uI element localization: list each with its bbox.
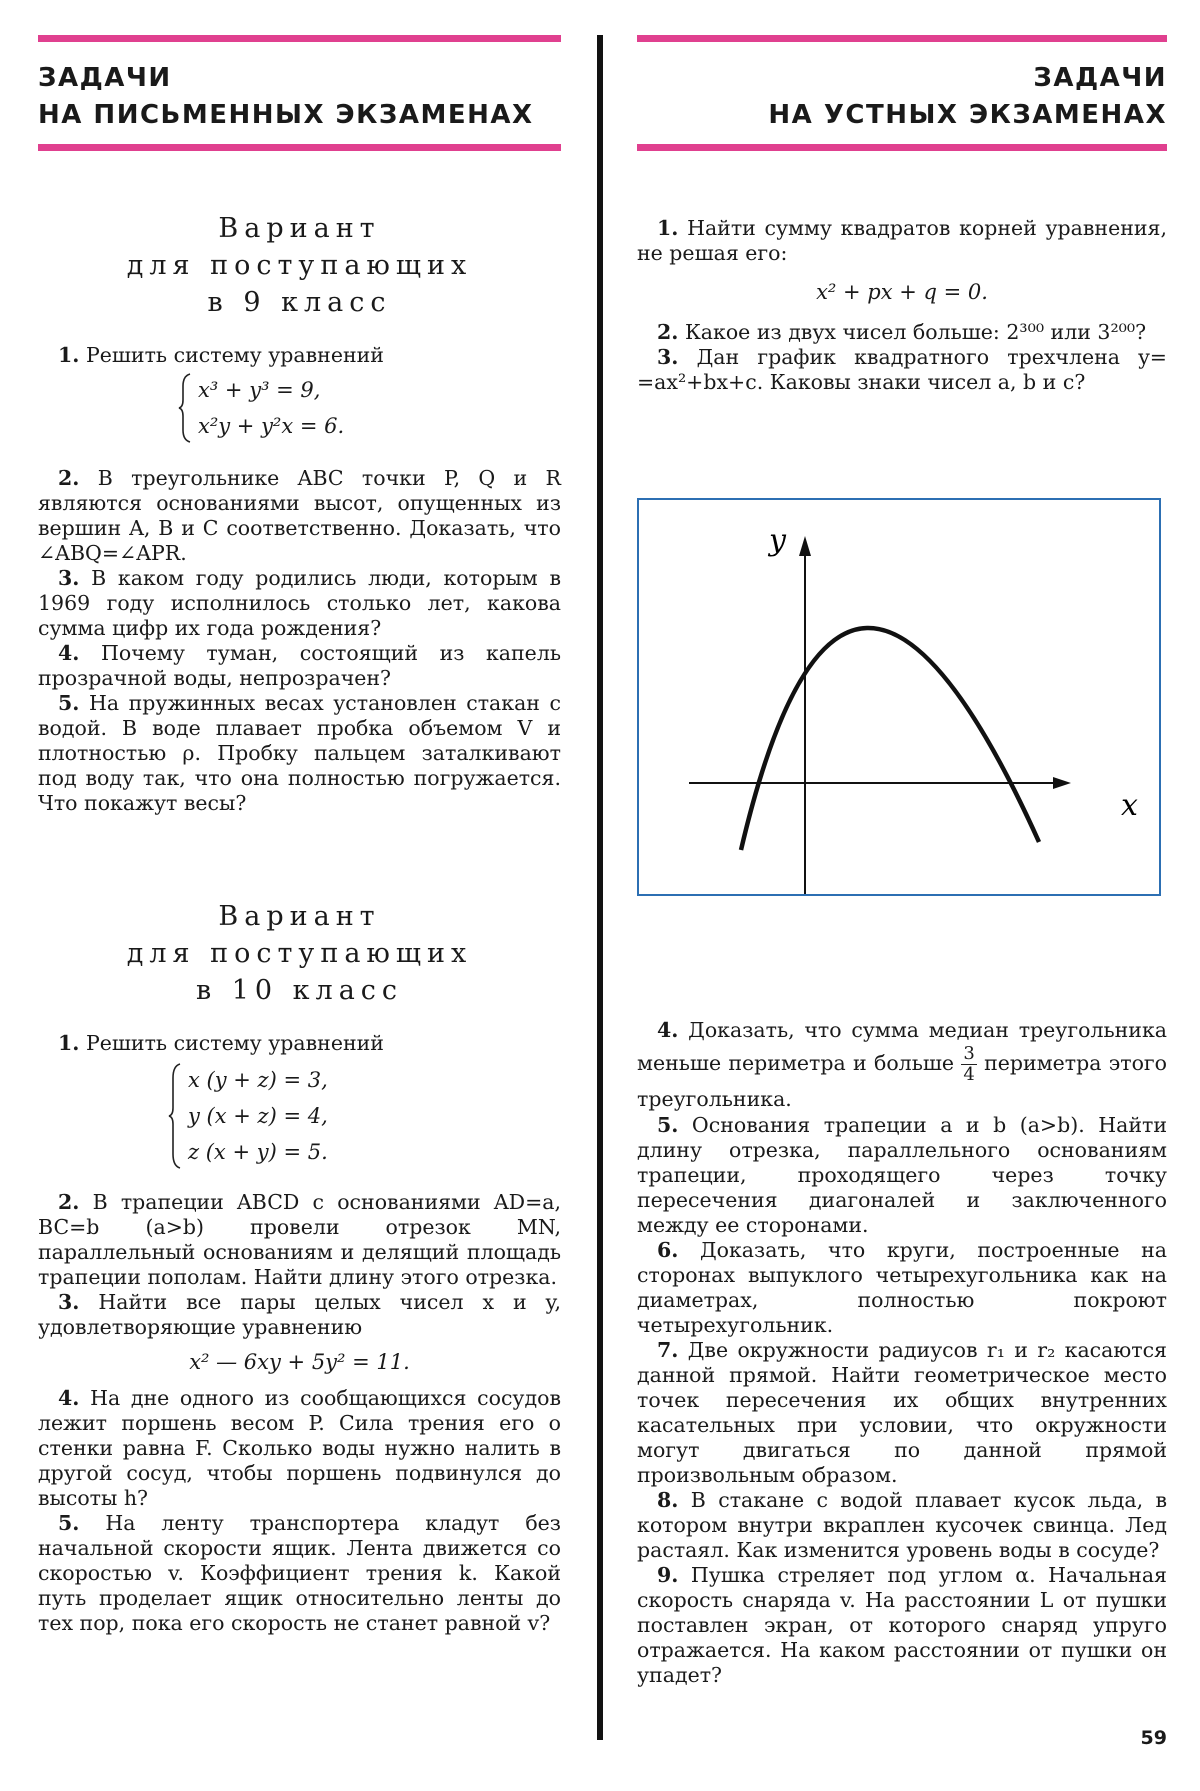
equation-system: x (y + z) = 3, y (x + z) = 4, z (x + y) = 5. (188, 1062, 561, 1170)
section-title: ЗАДАЧИ НА УСТНЫХ ЭКЗАМЕНАХ (768, 63, 1167, 130)
task-2: 2. Какое из двух чисел больше: 2³⁰⁰ или 3²⁰⁰? (657, 320, 1147, 344)
task-3: 3. В каком году родились люди, которым в 1969 году исполнилось столько лет, какова сумма цифр их года рождения? (38, 566, 561, 640)
task-2: 2. В трапеции ABCD с основаниями AD=a, BC=b (a>b) провели отрезок MN, параллельный основаниям и делящий площадь трапеции пополам. Найти длину этого отрезка. (38, 1190, 561, 1289)
task-1: 1. Решить систему уравнений (58, 343, 384, 367)
header-rule-bottom (38, 144, 561, 151)
parabola-figure (639, 500, 1159, 894)
task-5: 5. На пружинных весах установлен стакан с водой. В воде плавает пробка объемом V и плотностью ρ. Пробку пальцем заталкивают под воду так, что она полностью погружается. Что покажут весы? (38, 691, 561, 815)
equation: x² — 6xy + 5y² = 11. (189, 1350, 410, 1374)
task-5: 5. На ленту транспортера кладут без начальной скорости ящик. Лента движется со скоростью v. Коэффициент трения k. Какой путь проделает ящик относительно ленты до тех пор, пока его скорость не станет равной v? (38, 1511, 561, 1635)
task-6: 6. Доказать, что круги, построенные на сторонах выпуклого четырехугольника как на диаметрах, полностью покроют четырехугольник. (637, 1238, 1167, 1337)
task-9: 9. Пушка стреляет под углом α. Начальная скорость снаряда v. На расстоянии L от пушки поставлен экран, от которого снаряд упруго отражается. На каком расстоянии от пушки он упадет? (637, 1563, 1167, 1687)
variant-10 (38, 898, 561, 1636)
equation: x² + px + q = 0. (816, 280, 988, 304)
oral-exams-header (637, 35, 1167, 151)
header-rule-top (637, 35, 1167, 42)
task-2: 2. В треугольнике ABC точки P, Q и R являются основаниями высот, опущенных из вершин A, B и C соответственно. Доказать, что ∠ABQ=∠APR. (38, 466, 561, 565)
oral-tasks-bottom (637, 1016, 1167, 1688)
parabola-graph (637, 498, 1161, 896)
variant-heading: Вариант для поступающих в 10 класс (126, 901, 473, 1006)
y-axis-arrow-icon (799, 536, 811, 556)
header-rule-bottom (637, 144, 1167, 151)
header-rule-top (38, 35, 561, 42)
task-1: 1. Найти сумму квадратов корней уравнения, не решая его: (637, 216, 1167, 265)
task-4: 4. На дне одного из сообщающихся сосудов лежит поршень весом P. Сила трения его о стенки равна F. Сколько воды нужно налить в другой сосуд, чтобы поршень подвинулся до высоты h? (38, 1386, 561, 1510)
brace-icon (178, 372, 192, 444)
written-exams-header (38, 35, 561, 151)
brace-icon (168, 1062, 182, 1170)
task-3: 3. Найти все пары целых чисел x и y, удовлетворяющие уравнению (38, 1290, 561, 1339)
oral-tasks-top (637, 216, 1167, 395)
fraction: $\frac{3}{4}$ (963, 1043, 975, 1085)
parabola-curve (741, 628, 1039, 850)
column-divider (597, 35, 603, 1740)
x-axis-arrow-icon (1053, 777, 1071, 789)
variant-9 (38, 210, 561, 816)
task-7: 7. Две окружности радиусов r₁ и r₂ касаются данной прямой. Найти геометрическое место точек пересечения их общих внутренних касательных при условии, что окружности могут двигаться по данной прямой произвольным образом. (637, 1338, 1167, 1487)
section-title: ЗАДАЧИ НА ПИСЬМЕННЫХ ЭКЗАМЕНАХ (38, 63, 534, 130)
x-axis-label: x (1121, 788, 1138, 823)
task-8: 8. В стакане с водой плавает кусок льда, в котором внутри вкраплен кусочек свинца. Лед растаял. Как изменится уровень воды в сосуде? (637, 1488, 1167, 1562)
task-1: 1. Решить систему уравнений (58, 1031, 384, 1055)
variant-heading: Вариант для поступающих в 9 класс (126, 213, 473, 318)
y-axis-label: y (769, 523, 786, 558)
equation-system: x³ + y³ = 9, x²y + y²x = 6. (198, 372, 561, 444)
task-5: 5. Основания трапеции a и b (a>b). Найти длину отрезка, параллельного основаниям трапеции, проходящего через точку пересечения диагоналей и заключенного между ее сторонами. (637, 1113, 1167, 1237)
task-4: 4. Доказать, что сумма медиан треугольника меньше периметра и больше $\frac{3}{4}$ периметра этого треугольника. (637, 1018, 1167, 1111)
page-number: 59 (1140, 1727, 1167, 1749)
task-3: 3. Дан график квадратного трехчлена y= =ax²+bx+c. Каковы знаки чисел a, b и c? (637, 345, 1167, 394)
task-4: 4. Почему туман, состоящий из капель прозрачной воды, непрозрачен? (38, 641, 561, 690)
